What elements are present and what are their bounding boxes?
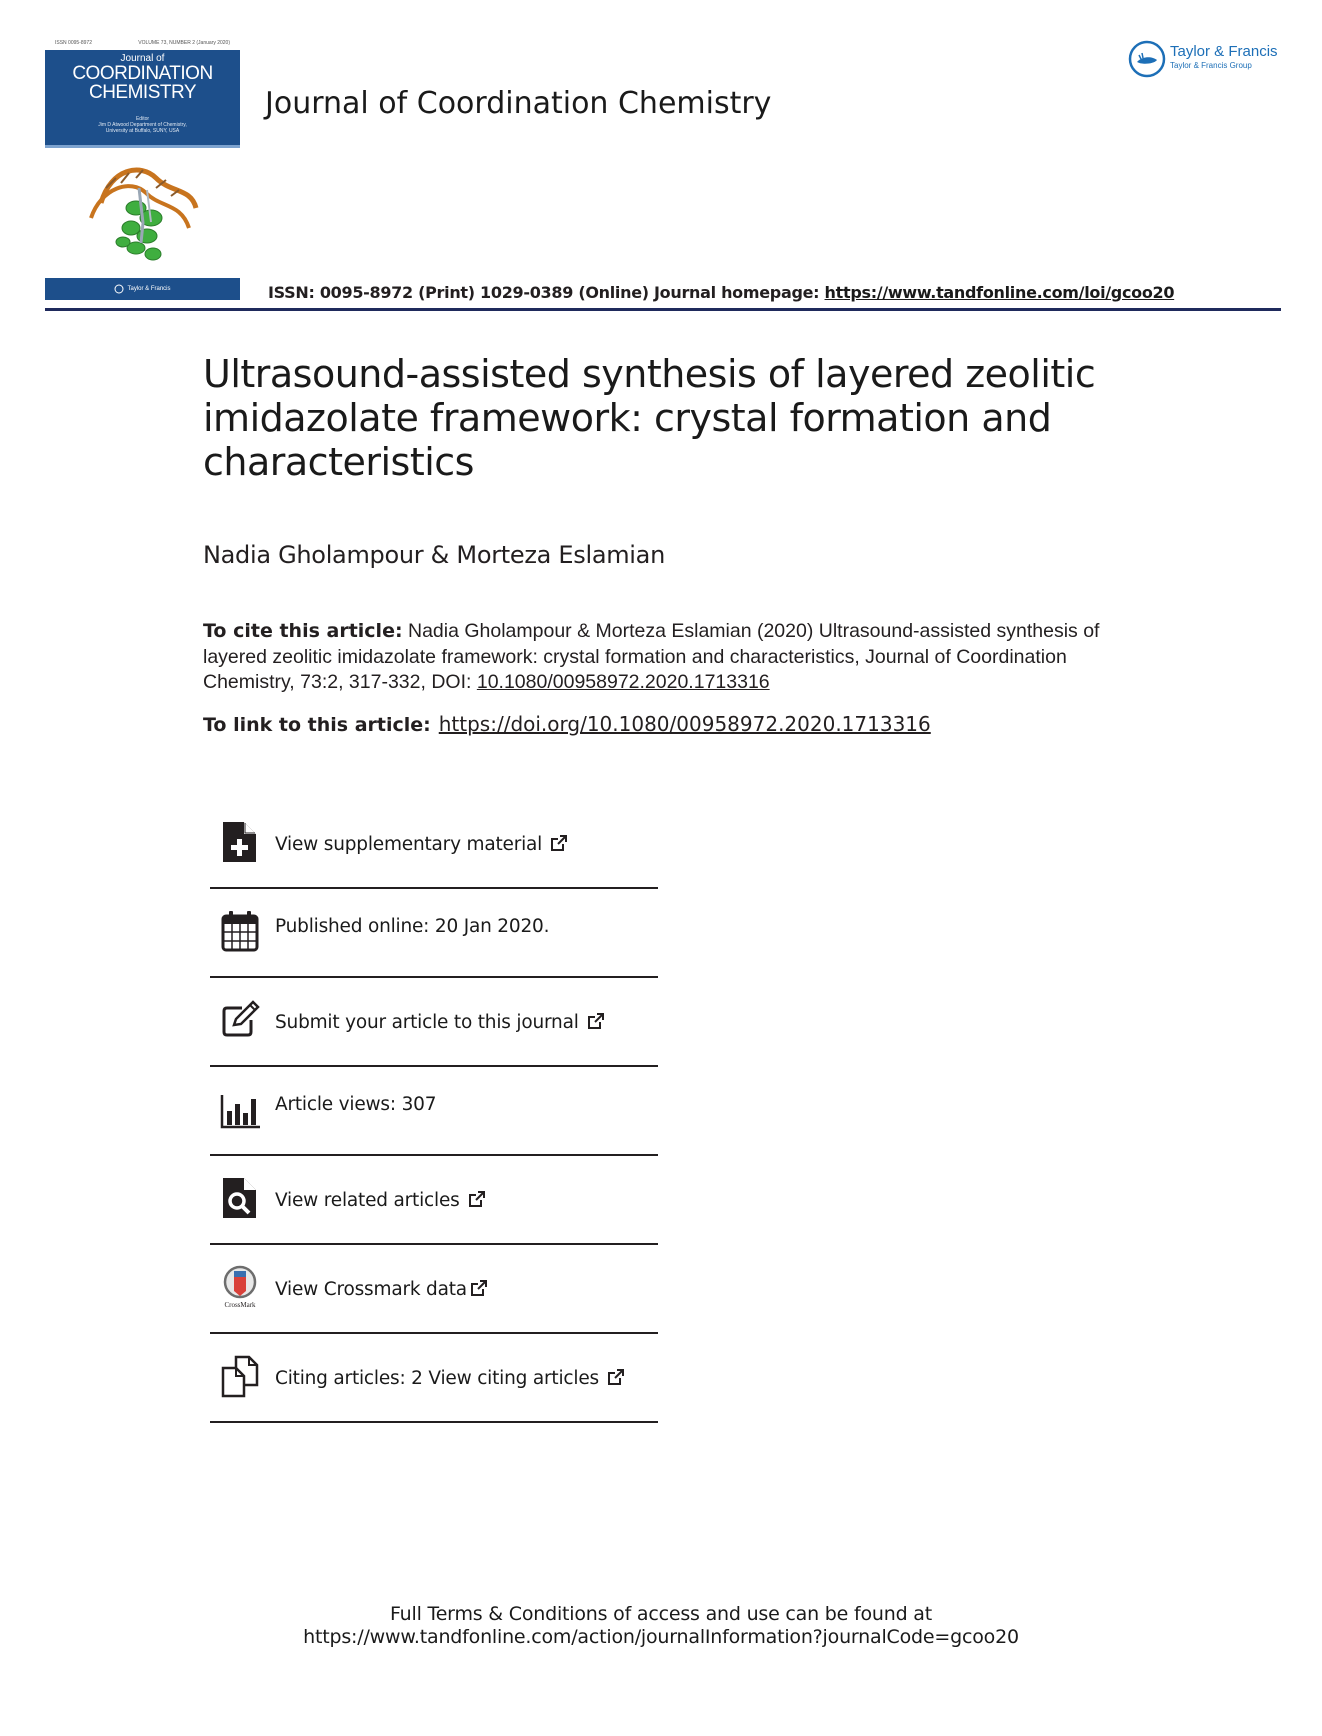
article-actions-list (210, 800, 658, 1423)
action-published-online (210, 889, 658, 978)
external-link-icon (470, 1279, 488, 1297)
cover-title: COORDINATION CHEMISTRY (72, 63, 213, 103)
journal-title: Journal of Coordination Chemistry (265, 86, 772, 121)
cite-label: To cite this article: (203, 620, 403, 642)
journal-cover (45, 40, 240, 300)
issn-line (268, 283, 1174, 302)
copy-icon (220, 1354, 260, 1398)
crossmark-icon-text: CrossMark (224, 1301, 256, 1309)
publisher-lamp-icon (1128, 40, 1166, 78)
footer-terms-url[interactable]: https://www.tandfonline.com/action/journalInformation?journalCode=gcoo20 (303, 1626, 1019, 1648)
cover-title-band (45, 50, 240, 145)
cover-publisher: Taylor & Francis (127, 286, 171, 292)
publisher-logo[interactable] (1128, 40, 1288, 80)
external-link-icon (607, 1368, 625, 1386)
article-title: Ultrasound-assisted synthesis of layered zeolitic imidazolate framework: crystal formation and characteristics (203, 352, 1096, 484)
calendar-icon (220, 909, 260, 953)
footer-terms-text: Full Terms & Conditions of access and use can be found at (389, 1603, 932, 1625)
cover-publisher-band (45, 278, 240, 300)
article-link-block (203, 712, 931, 737)
action-label: Published online: 20 Jan 2020. (275, 916, 550, 937)
action-article-views (210, 1067, 658, 1156)
publisher-name: Taylor & Francis (1170, 43, 1278, 60)
action-crossmark-data[interactable] (210, 1245, 658, 1334)
crossmark-icon (220, 1265, 260, 1309)
publisher-group: Taylor & Francis Group (1170, 61, 1252, 70)
action-label: Article views: 307 (275, 1094, 437, 1115)
action-label: View related articles (275, 1190, 460, 1211)
cover-issn: ISSN 0095-8972 (55, 40, 92, 46)
cite-text: Nadia Gholampour & Morteza Eslamian (2020) Ultrasound-assisted synthesis of layered zeolitic imidazolate framework: crystal formation and characteristics, Journal of Coordination Chemistry, 73:2, 317-332, DOI: (203, 620, 1100, 693)
molecule-illustration (81, 148, 206, 273)
action-label: Submit your article to this journal (275, 1012, 579, 1033)
cover-journal-of: Journal of (120, 53, 165, 64)
file-plus-icon (220, 820, 260, 864)
action-label: View Crossmark data (275, 1279, 467, 1300)
cover-editor: Editor Jim D Atwood Department of Chemistry, University at Buffalo, SUNY, USA (98, 116, 187, 134)
terms-footer (0, 1603, 1322, 1649)
action-citing-articles[interactable] (210, 1334, 658, 1423)
article-doi-url[interactable]: https://doi.org/10.1080/00958972.2020.1713316 (438, 712, 931, 736)
article-authors: Nadia Gholampour & Morteza Eslamian (203, 541, 665, 569)
cover-volume: VOLUME 73, NUMBER 2 (January 2020) (138, 40, 230, 46)
action-submit-article[interactable] (210, 978, 658, 1067)
citation-block (203, 619, 1123, 696)
header-rule (45, 308, 1281, 311)
external-link-icon (550, 834, 568, 852)
action-label: Citing articles: 2 View citing articles (275, 1368, 599, 1389)
doi-link[interactable]: 10.1080/00958972.2020.1713316 (476, 671, 770, 693)
issn-text: ISSN: 0095-8972 (Print) 1029-0389 (Online) Journal homepage: (268, 283, 825, 302)
search-file-icon (220, 1176, 260, 1220)
link-label: To link to this article: (203, 714, 431, 736)
journal-homepage-link[interactable]: https://www.tandfonline.com/loi/gcoo20 (824, 283, 1175, 302)
action-label: View supplementary material (275, 834, 543, 855)
edit-icon (220, 998, 260, 1042)
external-link-icon (468, 1190, 486, 1208)
cover-top-line (55, 40, 230, 50)
external-link-icon (587, 1012, 605, 1030)
action-supplementary-material[interactable] (210, 800, 658, 889)
action-related-articles[interactable] (210, 1156, 658, 1245)
bar-chart-icon (220, 1087, 260, 1131)
cover-publisher-logo-icon (114, 284, 124, 294)
